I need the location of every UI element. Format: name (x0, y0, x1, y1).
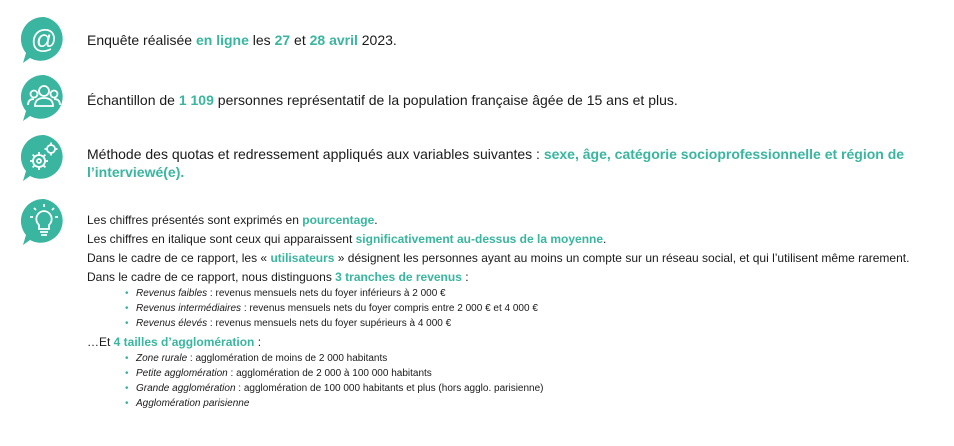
survey-mode-text: Enquête réalisée en ligne les 27 et 28 avril 2023. (87, 32, 397, 48)
svg-text:@: @ (30, 24, 58, 54)
method-text: Méthode des quotas et redressement appliqués aux variables suivantes : sexe, âge, catégorie socioprofessionnelle et région de l’interviewé(e). (87, 146, 905, 180)
gears-icon (18, 132, 70, 184)
note-users: Dans le cadre de ce rapport, les « utilisateurs » désignent les personnes ayant au moins un compte sur un réseau social, et qui l’utilisent même rarement. (87, 251, 910, 265)
list-item: • Agglomération parisienne (125, 398, 250, 409)
lightbulb-icon (18, 196, 70, 248)
people-group-icon (18, 72, 70, 124)
list-item: • Petite agglomération : agglomération de 2 000 à 100 000 habitants (125, 368, 432, 379)
list-item: • Zone rurale : agglomération de moins de 2 000 habitants (125, 353, 388, 364)
list-item: • Revenus intermédiaires : revenus mensuels nets du foyer compris entre 2 000 € et 4 000 € (125, 303, 538, 314)
list-item: • Revenus faibles : revenus mensuels nets du foyer inférieurs à 2 000 € (125, 288, 446, 299)
note-income-brackets: Dans le cadre de ce rapport, nous distinguons 3 tranches de revenus : (87, 270, 469, 284)
note-percentage: Les chiffres présentés sont exprimés en pourcentage. (87, 213, 378, 227)
note-agglomerations: …Et 4 tailles d’agglomération : (87, 335, 262, 349)
list-item: • Grande agglomération : agglomération de 100 000 habitants et plus (hors agglo. parisienne) (125, 383, 544, 394)
notes-block (87, 212, 947, 411)
sample-text: Échantillon de 1 109 personnes représentatif de la population française âgée de 15 ans et plus. (87, 92, 678, 108)
list-item: • Revenus élevés : revenus mensuels nets du foyer supérieurs à 4 000 € (125, 318, 452, 329)
note-italic: Les chiffres en italique sont ceux qui apparaissent significativement au-dessus de la moyenne. (87, 232, 607, 246)
at-sign-icon (18, 14, 70, 66)
